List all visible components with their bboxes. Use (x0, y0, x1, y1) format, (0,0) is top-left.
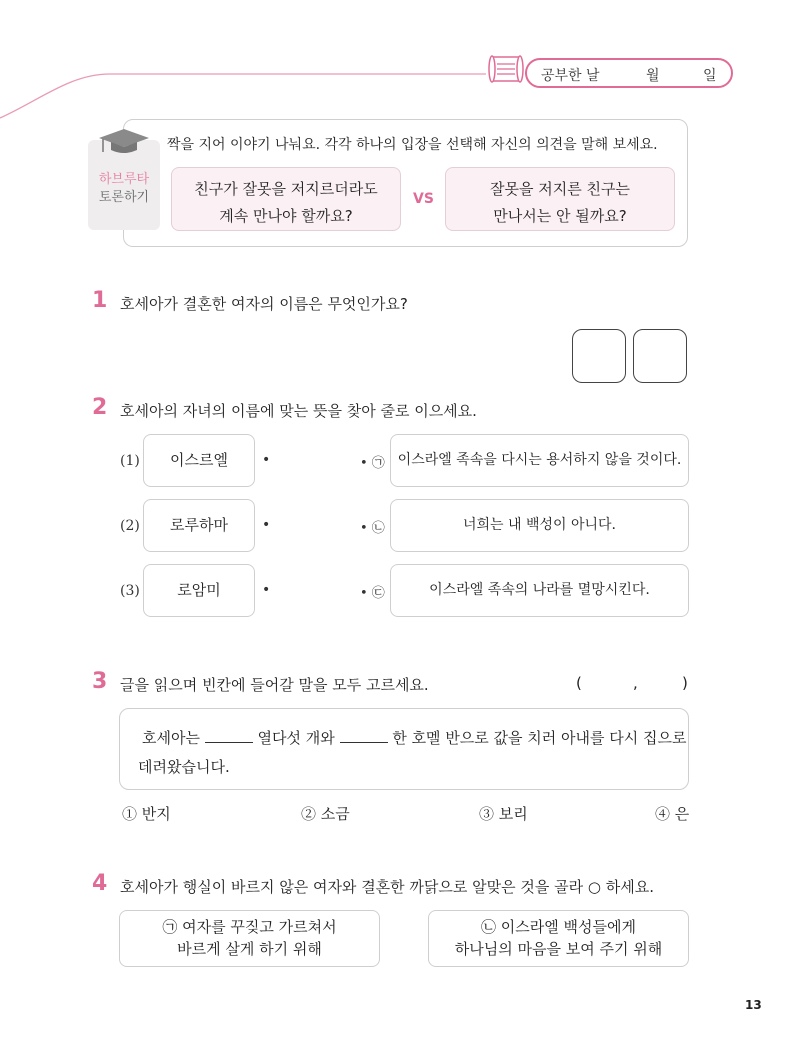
q4-option-b-line1: ㉡ 이스라엘 백성들에게 (481, 918, 636, 936)
row-number: (1) (120, 453, 140, 469)
name-box[interactable]: 이스르엘 (143, 434, 255, 487)
month-label: 월 (646, 68, 660, 84)
day-label: 일 (703, 68, 717, 84)
option-b-line1: 잘못을 저지른 친구는 (490, 180, 630, 198)
page-number: 13 (745, 998, 762, 1012)
row-number: (2) (120, 518, 140, 534)
answer-paren-close: ) (682, 674, 688, 692)
q1-text: 호세아가 결혼한 여자의 이름은 무엇인가요? (120, 295, 408, 313)
passage-part2: 열다섯 개와 (257, 729, 335, 747)
choice-4[interactable]: ④ 은 (655, 805, 690, 823)
option-b-line2: 만나서는 안 될까요? (493, 207, 627, 225)
blank-2[interactable] (340, 728, 388, 743)
blank-1[interactable] (205, 728, 253, 743)
study-date-pill (525, 58, 733, 88)
passage-line-1 (142, 727, 687, 748)
connect-dot-left[interactable]: • (262, 582, 271, 598)
meaning-box[interactable]: 이스라엘 족속을 다시는 용서하지 않을 것이다. (390, 434, 689, 487)
study-day-label: 공부한 날 (541, 68, 600, 84)
passage-part1: 호세아는 (142, 729, 200, 747)
connect-dot-right[interactable]: • ㉢ (360, 586, 385, 601)
q4-number: 4 (92, 871, 108, 896)
passage-part3: 한 호멜 반으로 값을 치러 아내를 다시 집으로 (392, 729, 687, 747)
passage-line-2: 데려왔습니다. (138, 758, 230, 776)
choice-2[interactable]: ② 소금 (301, 805, 350, 823)
discussion-prompt: 짝을 지어 이야기 나눠요. 각각 하나의 입장을 선택해 자신의 의견을 말해 보세요. (167, 137, 658, 153)
discussion-option-a[interactable] (171, 167, 401, 231)
q1-number: 1 (92, 288, 108, 313)
name-box[interactable]: 로암미 (143, 564, 255, 617)
q2-text: 호세아의 자녀의 이름에 맞는 뜻을 찾아 줄로 이으세요. (120, 402, 477, 420)
row-number: (3) (120, 583, 140, 599)
name-box[interactable]: 로루하마 (143, 499, 255, 552)
connect-dot-left[interactable]: • (262, 517, 271, 533)
discussion-option-b[interactable] (445, 167, 675, 231)
connect-dot-right[interactable]: • ㉠ (360, 456, 385, 471)
option-a-line2: 계속 만나야 할까요? (219, 207, 353, 225)
answer-comma: , (633, 674, 638, 692)
meaning-box[interactable]: 이스라엘 족속의 나라를 멸망시킨다. (390, 564, 689, 617)
passage-box (119, 708, 689, 790)
graduation-cap-icon (97, 126, 151, 158)
connect-dot-right[interactable]: • ㉡ (360, 521, 385, 536)
choice-3[interactable]: ③ 보리 (479, 805, 528, 823)
vs-label: VS (413, 191, 434, 207)
q3-text: 글을 읽으며 빈칸에 들어갈 말을 모두 고르세요. (120, 676, 429, 694)
q2-number: 2 (92, 395, 108, 420)
connect-dot-left[interactable]: • (262, 452, 271, 468)
answer-field[interactable] (582, 672, 680, 694)
q4-option-a-line2: 바르게 살게 하기 위해 (177, 940, 322, 958)
scroll-icon (486, 52, 526, 86)
meaning-box[interactable]: 너희는 내 백성이 아니다. (390, 499, 689, 552)
answer-box-2[interactable] (633, 329, 687, 383)
q3-number: 3 (92, 669, 108, 694)
answer-box-1[interactable] (572, 329, 626, 383)
q4-option-b[interactable] (428, 910, 689, 967)
q4-option-b-line2: 하나님의 마음을 보여 주기 위해 (454, 940, 663, 958)
q4-text: 호세아가 행실이 바르지 않은 여자와 결혼한 까닭으로 알맞은 것을 골라 ○ 하세요. (120, 878, 654, 896)
sticker-subtitle: 토론하기 (98, 190, 150, 205)
q4-option-a-line1: ㉠ 여자를 꾸짖고 가르쳐서 (162, 918, 337, 936)
choice-1[interactable]: ① 반지 (122, 805, 171, 823)
option-a-line1: 친구가 잘못을 저지르더라도 (194, 180, 378, 198)
q4-option-a[interactable] (119, 910, 380, 967)
sticker-title: 하브루타 (98, 172, 150, 187)
answer-paren-open: ( (576, 674, 582, 692)
